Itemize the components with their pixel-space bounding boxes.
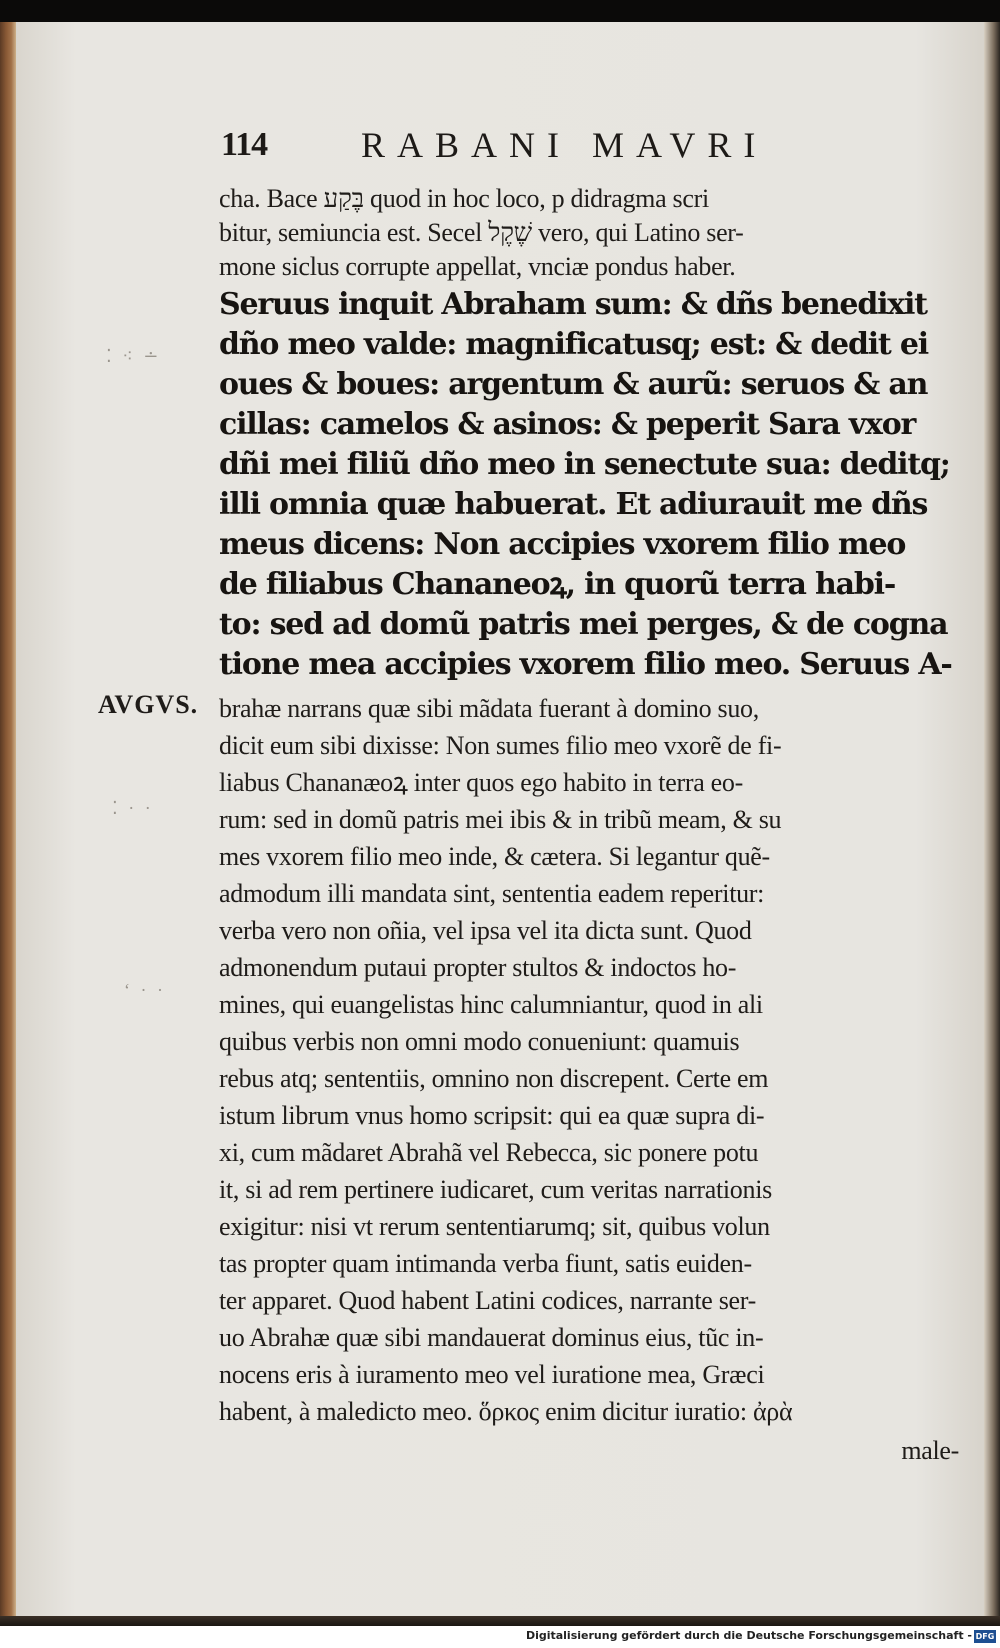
funding-credit: Digitalisierung gefördert durch die Deutsche Forschungsgemeinschaft - xyxy=(525,1629,972,1642)
text-line: oues & boues: argentum & aurũ: seruos & an xyxy=(219,367,928,402)
text-line: tione mea accipies vxorem filio meo. Seruus A- xyxy=(219,647,952,682)
text-line: tas propter quam intimanda verba fiunt, satis euiden- xyxy=(219,1249,752,1278)
text-line: brahæ narrans quæ sibi mãdata fuerant à domino suo, xyxy=(219,694,759,723)
bleed-through-mark: ⁚ · · xyxy=(112,798,154,818)
margin-note-augustinus: AVGVS. xyxy=(98,690,199,719)
text-line: mines, qui euangelistas hinc calumniantur, quod in ali xyxy=(219,990,763,1019)
running-head: RABANI MAVRI xyxy=(361,125,768,165)
text-line: bitur, semiuncia est. Secel שֶׁקֶל vero, qui Latino ser- xyxy=(219,218,744,247)
text-line: rebus atq; sententiis, omnino non discrepent. Certe em xyxy=(219,1064,769,1093)
text-line: xi, cum mãdaret Abrahã vel Rebecca, sic ponere potu xyxy=(219,1138,759,1167)
text-line: liabus Chananæoꝝ inter quos ego habito in terra eo- xyxy=(219,768,743,797)
page-number: 114 xyxy=(221,126,268,163)
text-line: mone siclus corrupte appellat, vnciæ pondus haber. xyxy=(219,252,736,281)
text-line: habent, à maledicto meo. ὅρκος enim dicitur iuratio: ἀρὰ xyxy=(219,1397,793,1426)
text-line: rum: sed in domũ patris mei ibis & in tribũ meam, & su xyxy=(219,805,782,834)
text-line: dñi mei filiũ dño meo in senectute sua: deditq; xyxy=(219,447,950,482)
text-line: admonendum putaui propter stultos & indoctos ho- xyxy=(219,953,737,982)
text-line: de filiabus Chananeoꝝ, in quorũ terra habi- xyxy=(219,567,896,602)
text-line: dicit eum sibi dixisse: Non sumes filio meo vxorẽ de fi- xyxy=(219,731,782,760)
text-line: illi omnia quæ habuerat. Et adiurauit me dñs xyxy=(219,487,928,522)
book-page xyxy=(16,22,984,1616)
top-scan-border xyxy=(0,0,1000,22)
text-line: Seruus inquit Abraham sum: & dñs benedixit xyxy=(219,287,927,322)
book-edge-left xyxy=(0,22,16,1624)
text-line: istum librum vnus homo scripsit: qui ea quæ supra di- xyxy=(219,1101,765,1130)
text-line: meus dicens: Non accipies vxorem filio meo xyxy=(219,527,906,562)
text-line: nocens eris à iuramento meo vel iuratione mea, Græci xyxy=(219,1360,765,1389)
text-line: mes vxorem filio meo inde, & cætera. Si legantur quẽ- xyxy=(219,842,770,871)
text-line: admodum illi mandata sint, sententia eadem reperitur: xyxy=(219,879,765,908)
text-line: ter apparet. Quod habent Latini codices, narrante ser- xyxy=(219,1286,756,1315)
text-line: cillas: camelos & asinos: & peperit Sara vxor xyxy=(219,407,916,442)
text-line: verba vero non oñia, vel ipsa vel ita dicta sunt. Quod xyxy=(219,916,752,945)
text-line: it, si ad rem pertinere iudicaret, cum veritas narrationis xyxy=(219,1175,772,1204)
text-line: dño meo valde: magnificatusq; est: & dedit ei xyxy=(219,327,928,362)
text-line: exigitur: nisi vt rerum sententiarumq; sit, quibus volun xyxy=(219,1212,770,1241)
text-line: male- xyxy=(901,1436,959,1465)
bleed-through-mark: ‘ · · xyxy=(124,980,166,1000)
text-line: to: sed ad domũ patris mei perges, & de cogna xyxy=(219,607,948,642)
text-line: quibus verbis non omni modo conueniunt: quamuis xyxy=(219,1027,740,1056)
bottom-scan-border xyxy=(0,1616,1000,1626)
bleed-through-mark: ⁚ ⁖ ∸ xyxy=(106,346,162,366)
text-line: cha. Bace בֶּקַע quod in hoc loco, p didragma scri xyxy=(219,184,709,213)
dfg-logo: DFG xyxy=(975,1632,995,1641)
book-edge-right xyxy=(984,22,1000,1624)
digitization-footer xyxy=(0,1626,1000,1648)
text-line: uo Abrahæ quæ sibi mandauerat dominus eius, tũc in- xyxy=(219,1323,764,1352)
